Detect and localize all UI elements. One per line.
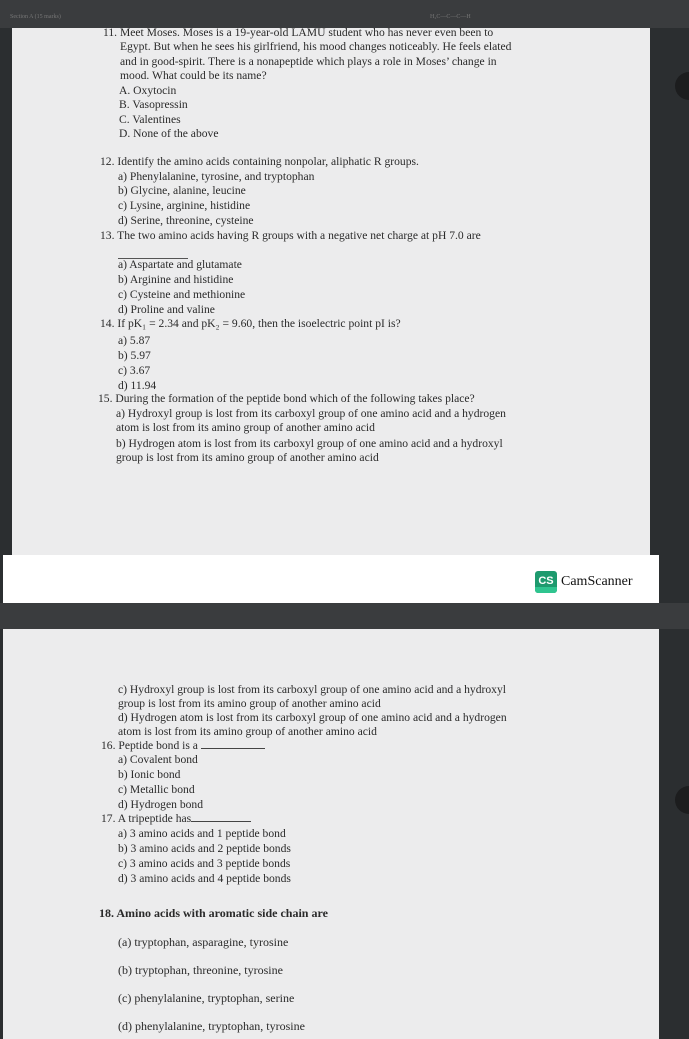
q13-option-c: c) Cysteine and methionine (118, 288, 246, 301)
q14-question: 14. If pK₁ = 2.34 and pK₂ = 9.60, then the isoelectric point pI is? (100, 317, 401, 330)
q13-option-a: a) Aspartate and glutamate (118, 258, 242, 271)
q18-option-a: (a) tryptophan, asparagine, tyrosine (118, 935, 289, 949)
q11-option-c: C. Valentines (119, 113, 181, 126)
q11-option-a: A. Oxytocin (119, 84, 177, 97)
q15-option-c-line-1: c) Hydroxyl group is lost from its carboxyl group of one amino acid and a hydroxyl (118, 683, 506, 696)
q18-option-b: (b) tryptophan, threonine, tyrosine (118, 963, 283, 977)
camscanner-logo-icon: CS (535, 571, 557, 593)
q16-option-d: d) Hydrogen bond (118, 798, 204, 811)
q17-question: 17. A tripeptide has (101, 812, 251, 826)
q15-option-b-line-1: b) Hydrogen atom is lost from its carboxyl group of one amino acid and a hydroxyl (116, 437, 503, 450)
q11-option-b: B. Vasopressin (119, 98, 188, 111)
header-right-text: H₂C—C—C—H (430, 14, 471, 20)
q11-line-4: mood. What could be its name? (120, 69, 267, 82)
page-gap-strip (0, 603, 689, 629)
scanned-page-1 (12, 28, 650, 555)
q12-option-b: b) Glycine, alanine, leucine (118, 184, 246, 197)
q15-option-d-line-2: atom is lost from its amino group of another amino acid (118, 725, 377, 738)
q12-option-c: c) Lysine, arginine, histidine (118, 199, 251, 212)
q12-option-d: d) Serine, threonine, cysteine (118, 214, 254, 227)
q18-question: 18. Amino acids with aromatic side chain are (99, 906, 328, 920)
q12-question: 12. Identify the amino acids containing nonpolar, aliphatic R groups. (100, 155, 419, 168)
q14-option-c: c) 3.67 (118, 364, 151, 377)
q16-option-c: c) Metallic bond (118, 783, 195, 796)
q14-option-b: b) 5.97 (118, 349, 151, 362)
q16-option-b: b) Ionic bond (118, 768, 181, 781)
camscanner-label: CamScanner (561, 574, 633, 589)
q13-question: 13. The two amino acids having R groups with a negative net charge at pH 7.0 are (100, 229, 481, 242)
q18-option-c: (c) phenylalanine, tryptophan, serine (118, 991, 295, 1005)
header-left-text: Section A (15 marks) (10, 14, 61, 20)
q13-option-d: d) Proline and valine (118, 303, 215, 316)
q15-question: 15. During the formation of the peptide bond which of the following takes place? (98, 392, 475, 405)
camscanner-watermark (535, 571, 633, 593)
q15-option-d-line-1: d) Hydrogen atom is lost from its carboxyl group of one amino acid and a hydrogen (118, 711, 507, 724)
q17-option-d: d) 3 amino acids and 4 peptide bonds (118, 872, 291, 885)
q18-option-d: (d) phenylalanine, tryptophan, tyrosine (118, 1019, 305, 1033)
q15-option-b-line-2: group is lost from its amino group of another amino acid (116, 451, 379, 464)
q11-line-2: Egypt. But when he sees his girlfriend, his mood changes noticeably. He feels elated (120, 40, 512, 53)
q16-question: 16. Peptide bond is a (101, 739, 265, 753)
q15-option-a-line-1: a) Hydroxyl group is lost from its carboxyl group of one amino acid and a hydrogen (116, 407, 506, 420)
q17-option-c: c) 3 amino acids and 3 peptide bonds (118, 857, 291, 870)
edge-shadow (675, 72, 689, 100)
q13-option-b: b) Arginine and histidine (118, 273, 234, 286)
q11-option-d: D. None of the above (119, 127, 219, 140)
q16-answer-blank (201, 747, 265, 749)
edge-shadow (675, 786, 689, 814)
q15-option-a-line-2: atom is lost from its amino group of another amino acid (116, 421, 375, 434)
q11-line-1: 11. Meet Moses. Moses is a 19-year-old LAMU student who has never even been to (103, 26, 494, 39)
q15-option-c-line-2: group is lost from its amino group of another amino acid (118, 697, 381, 710)
q11-line-3: and in good-spirit. There is a nonapeptide which plays a role in Moses’ change in (120, 55, 497, 68)
q17-answer-blank (191, 820, 251, 822)
top-strip (0, 0, 689, 28)
q17-option-b: b) 3 amino acids and 2 peptide bonds (118, 842, 291, 855)
q14-option-d: d) 11.94 (118, 379, 157, 392)
q17-option-a: a) 3 amino acids and 1 peptide bond (118, 827, 286, 840)
q14-option-a: a) 5.87 (118, 334, 151, 347)
q16-option-a: a) Covalent bond (118, 753, 198, 766)
q12-option-a: a) Phenylalanine, tyrosine, and tryptophan (118, 170, 315, 183)
